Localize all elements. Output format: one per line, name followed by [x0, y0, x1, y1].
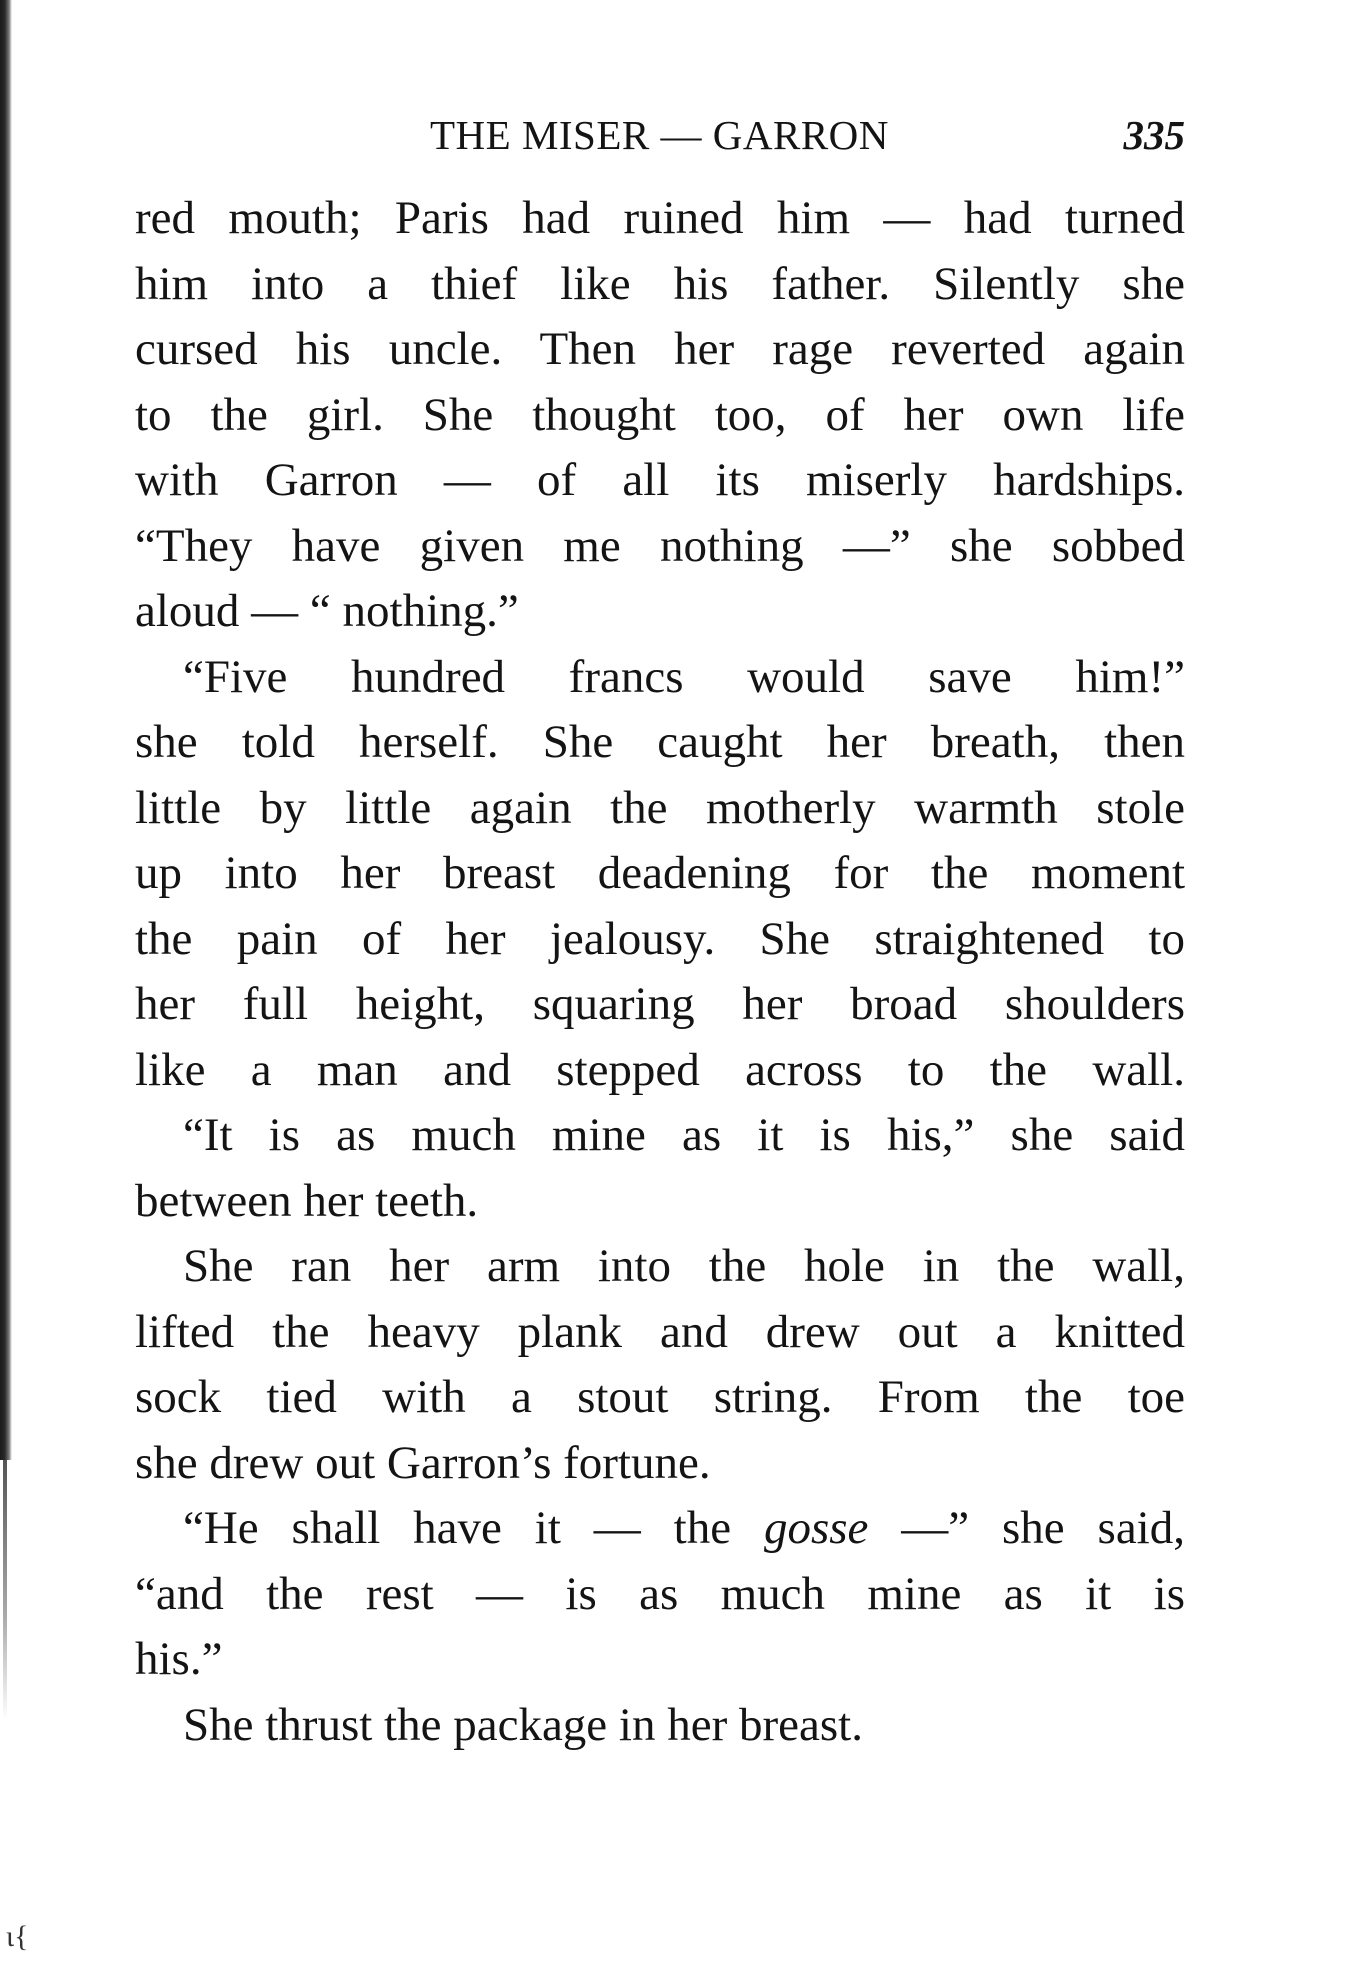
body-text: [135, 186, 1185, 1758]
text-line: the pain of her jealousy. She straightened to: [135, 912, 1185, 965]
text-line-with-italic: [135, 1496, 1185, 1562]
text-line: “They have given me nothing —” she sobbed: [135, 519, 1185, 572]
italic-word: gosse: [763, 1502, 869, 1554]
text-line: between her teeth.: [135, 1174, 479, 1227]
text-line: sock tied with a stout string. From the toe: [135, 1371, 1185, 1423]
text-line: red mouth; Paris had ruined him — had turned: [135, 192, 1185, 244]
text-line: “Five hundred francs would save him!”: [183, 650, 1185, 703]
text-line: like a man and stepped across to the wall.: [135, 1043, 1185, 1096]
margin-mark: ɩ{: [6, 1920, 29, 1953]
text-fragment: —” she said,: [868, 1502, 1185, 1554]
text-line: little by little again the motherly warmth stole: [135, 781, 1185, 834]
text-line: cursed his uncle. Then her rage reverted again: [135, 323, 1185, 375]
text-line: “It is as much mine as it is his,” she said: [183, 1109, 1185, 1161]
text-line: up into her breast deadening for the moment: [135, 847, 1185, 899]
running-head: [135, 110, 1185, 160]
text-line: She ran her arm into the hole in the wall,: [183, 1240, 1185, 1292]
text-line: She thrust the package in her breast.: [183, 1698, 863, 1751]
text-line: with Garron — of all its miserly hardships.: [135, 454, 1185, 506]
text-line: lifted the heavy plank and drew out a knitted: [135, 1305, 1185, 1358]
text-line: aloud — “ nothing.”: [135, 585, 519, 637]
text-line: “and the rest — is as much mine as it is: [135, 1567, 1185, 1620]
page-binding-edge-lower: [3, 1460, 7, 1720]
page-binding-edge: [0, 0, 12, 1460]
page-number: 335: [1123, 112, 1185, 158]
text-line: her full height, squaring her broad shoulders: [135, 978, 1185, 1030]
text-line: she drew out Garron’s fortune.: [135, 1436, 711, 1489]
text-line: him into a thief like his father. Silently she: [135, 257, 1185, 310]
running-title: THE MISER — GARRON: [430, 112, 889, 158]
text-fragment: “He shall have it — the: [183, 1502, 764, 1554]
text-line: to the girl. She thought too, of her own life: [135, 388, 1185, 441]
text-line: his.”: [135, 1633, 223, 1685]
text-line: she told herself. She caught her breath, then: [135, 716, 1185, 768]
